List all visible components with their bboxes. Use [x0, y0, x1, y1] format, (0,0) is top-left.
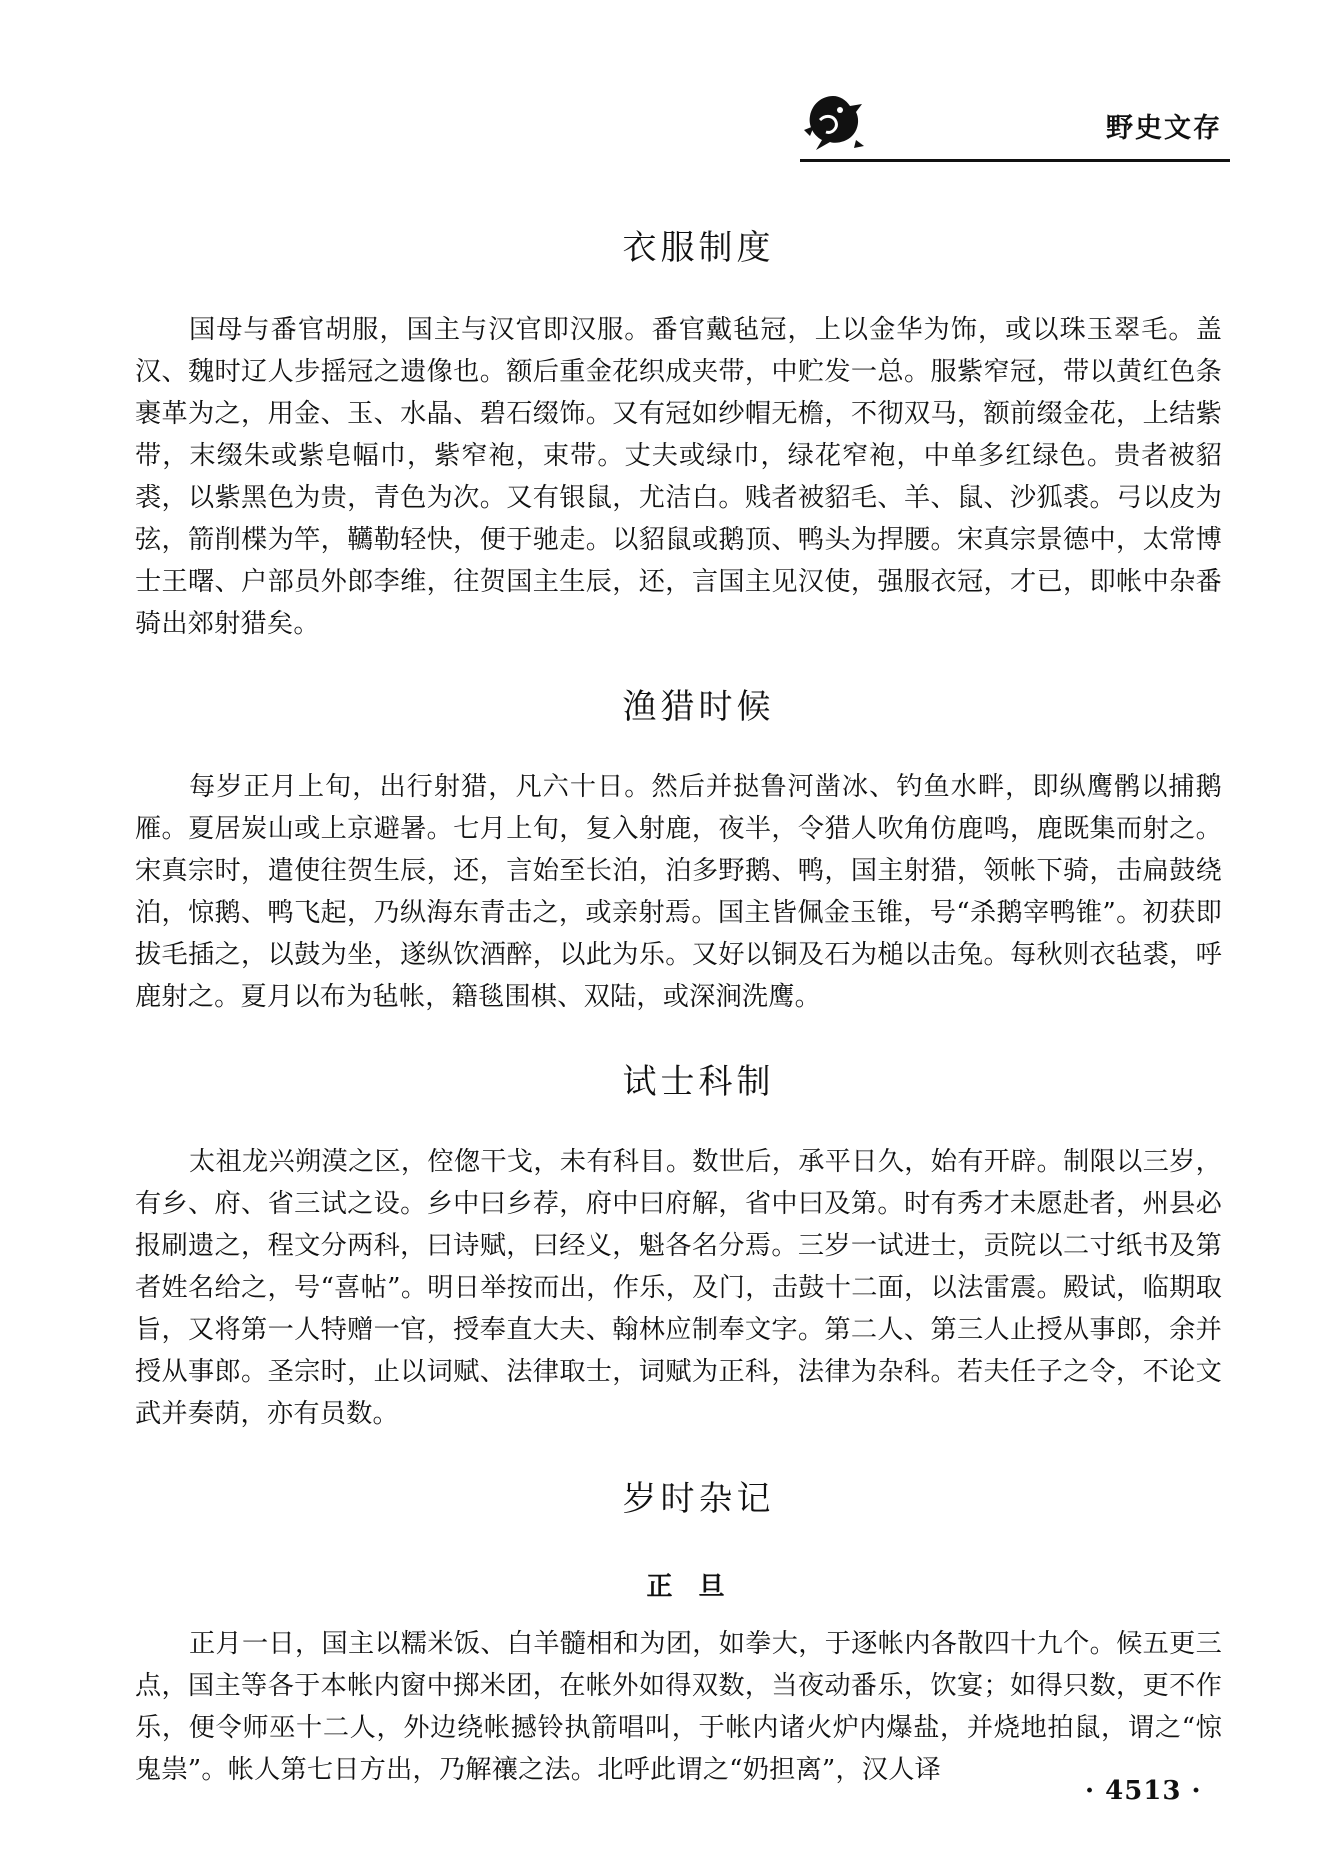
series-name: 野史文存 [1106, 113, 1222, 144]
running-header [800, 96, 1230, 162]
section-title: 试士科制 [622, 1062, 775, 1102]
page-number: · 4513 · [1085, 1776, 1202, 1806]
paragraph: 国母与番官胡服，国主与汉官即汉服。番官戴毡冠，上以金华为饰，或以珠玉翠毛。盖汉、魏时辽人步摇冠之遗像也。额后重金花织成夹带，中贮发一总。服紫窄冠，带以黄红色条裹革为之，用金、玉、水晶、碧石缀饰。又有冠如纱帽无檐，不彻双马，额前缀金花，上结紫带，末缀朱或紫皂幅巾，紫窄袍，束带。丈夫或绿巾，绿花窄袍，中单多红绿色。贵者被貂裘，以紫黑色为贵，青色为次。又有银鼠，尤洁白。贱者被貂毛、羊、鼠、沙狐裘。弓以皮为弦，箭削楪为竿，韉勒轻快，便于驰走。以貂鼠或鹅顶、鸭头为捍腰。宋真宗景德中，太常博士王曙、户部员外郎李维，往贺国主生辰，还，言国主见汉使，强服衣冠，才已，即帐中杂番骑出郊射猎矣。 [135, 315, 1222, 639]
page-body [135, 220, 1222, 1791]
paragraph: 每岁正月上旬，出行射猎，凡六十日。然后并挞鲁河凿冰、钓鱼水畔，即纵鹰鹘以捕鹅雁。夏居炭山或上京避暑。七月上旬，复入射鹿，夜半，令猎人吹角仿鹿鸣，鹿既集而射之。宋真宗时，遣使往贺生辰，还，言始至长泊，泊多野鹅、鸭，国主射猎，领帐下骑，击扁鼓绕泊，惊鹅、鸭飞起，乃纵海东青击之，或亲射焉。国主皆佩金玉锥，号“杀鹅宰鸭锥”。初获即拔毛插之，以鼓为坐，遂纵饮酒醉，以此为乐。又好以铜及石为槌以击兔。每秋则衣毡裘，呼鹿射之。夏月以布为毡帐，籍毯围棋、双陆，或深涧洗鹰。 [135, 772, 1222, 1012]
header-rule [800, 159, 1230, 162]
section-title: 渔猎时候 [622, 687, 775, 727]
subsection-title: 正旦 [646, 1572, 751, 1602]
paragraph: 太祖龙兴朔漠之区，倥偬干戈，未有科目。数世后，承平日久，始有开辟。制限以三岁，有乡、府、省三试之设。乡中曰乡荐，府中曰府解，省中曰及第。时有秀才未愿赴者，州县必报刷遗之，程文分两科，曰诗赋，曰经义，魁各名分焉。三岁一试进士，贡院以二寸纸书及第者姓名给之，号“喜帖”。明日举按而出，作乐，及门，击鼓十二面，以法雷震。殿试，临期取旨，又将第一人特赠一官，授奉直大夫、翰林应制奉文字。第二人、第三人止授从事郎，余并授从事郎。圣宗时，止以词赋、法律取士，词赋为正科，法律为杂科。若夫任子之令，不论文武并奏荫，亦有员数。 [135, 1147, 1222, 1429]
section-title: 岁时杂记 [622, 1479, 775, 1519]
paragraph: 正月一日，国主以糯米饭、白羊髓相和为团，如拳大，于逐帐内各散四十九个。候五更三点，国主等各于本帐内窗中掷米团，在帐外如得双数，当夜动番乐，饮宴；如得只数，更不作乐，便令师巫十二人，外边绕帐撼铃执箭唱叫，于帐内诸火炉内爆盐，并烧地拍鼠，谓之“惊鬼祟”。帐人第七日方出，乃解禳之法。北呼此谓之“奶担离”，汉人译 [135, 1629, 1222, 1785]
section-title: 衣服制度 [622, 228, 775, 268]
dragon-logo-icon [800, 90, 866, 154]
